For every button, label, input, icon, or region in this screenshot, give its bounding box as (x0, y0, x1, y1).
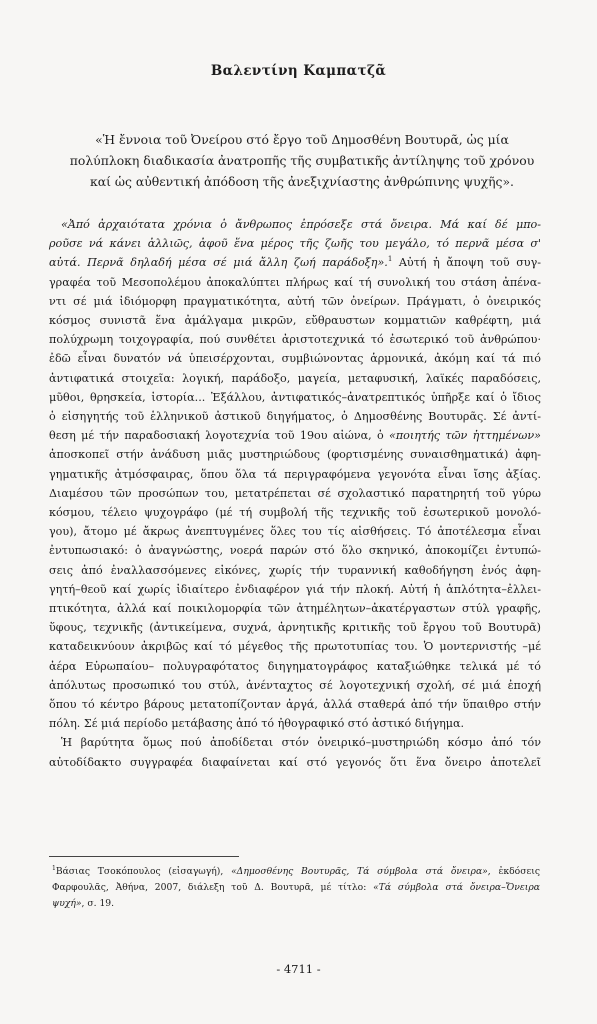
footnote-number: 1 (52, 865, 56, 872)
body-line: σεις ἀπό ἐναλλασσόμενες εἰκόνες, χωρίς τήν τυραννική καθοδήγηση ἑνός ἀφη- (49, 563, 541, 577)
author-name: Βαλεντίνη Καμπατζᾶ (210, 63, 387, 79)
body-line (49, 253, 541, 272)
epigraph (62, 129, 542, 192)
body-line: γηματικῆς ἀτμόσφαιρας, ὅπου ὅλα τά περιγραφόμενα γεγονότα εἶναι ἴσης ἀξίας. (49, 467, 541, 481)
footnote-lecture-title-end: ψυχή» (52, 898, 82, 909)
body-line: ἀέρα Εὐρωπαίου– πολυγραφότατος διηγηματογράφος καταξιώθηκε τελικά μέ τό (49, 659, 541, 673)
body-line: ἐδῶ εἶναι δυνατόν νά ὑπεισέρχονται, συμβιώνοντας ἁρμονικά, ἀκόμη καί τά πιό (49, 352, 541, 366)
footnote-title: «Δημοσθένης Βουτυρᾶς, Τά σύμβολα στά ὄνειρα» (231, 866, 488, 877)
footnote-fragment: , σ. 19. (81, 898, 115, 909)
body-line: μῦθοι, θρησκεία, ἱστορία... Ἐξάλλου, ἀντιφατικός–ἀνατρεπτικός ὑπῆρξε καί ὁ ἴδιος (49, 390, 541, 404)
body-line: «Ἀπό ἀρχαιότατα χρόνια ὁ ἄνθρωπος ἐπρόσεξε στά ὄνειρα. Μά καί δέ μπο- (61, 218, 541, 231)
body-line: πτικότητα, ἀλλά καί ποικιλομορφία τῶν ἀτημέλητων–ἀκατέργαστων στύλ γραφῆς, (49, 602, 541, 616)
footnote-line (52, 896, 540, 912)
body-line: ἀπόλυτως προσωπικό του στύλ, ἀνένταχτος σέ λογοτεχνική σχολή, σέ μιά ἐποχή (49, 678, 541, 692)
body-line (49, 426, 541, 445)
body-fragment: Αὐτή ἡ ἄποψη τοῦ συγ- (392, 256, 541, 270)
body-line: γητή–θεοῦ καί χωρίς ἰδιαίτερο ἐνδιαφέρον γιά τήν πλοκή. Αὐτή ἡ ἁπλότητα–ἐλλει- (49, 582, 541, 596)
page-number: - 4711 - (276, 962, 321, 976)
body-text (49, 215, 541, 772)
epigraph-line: καί ὡς αὐθεντική ἀπόδοση τῆς ἀνεξιχνίαστης ἀνθρώπινης ψυχῆς». (90, 174, 514, 189)
body-line: ὕφους, τεχνικῆς (ἀντικείμενα, συχνά, ἀρνητικῆς κριτικῆς τοῦ ἔργου τοῦ Βουτυρᾶ) (49, 621, 541, 635)
body-line: ὁ εἰσηγητής τοῦ ἑλληνικοῦ ἀστικοῦ διηγήματος, ὁ Δημοσθένης Βουτυρᾶς. Σέ ἀντί- (49, 410, 541, 424)
body-line: Διαμέσου τῶν προσώπων του, μετατρέπεται σέ σχολαστικό παρατηρητή τοῦ γύρω (49, 486, 541, 500)
epigraph-line: «Ἡ ἔννοια τοῦ Ὀνείρου στό ἔργο τοῦ Δημοσθένη Βουτυρᾶ, ὡς μία (95, 132, 509, 147)
footnote-fragment: Φαρφουλᾶς, Ἀθήνα, 2007, διάλεξη τοῦ Δ. Βουτυρᾶ, μέ τίτλο: (52, 882, 374, 893)
footnote (52, 864, 540, 912)
footnote-fragment: Βάσιας Τσοκόπουλος (εἰσαγωγή), (55, 866, 232, 877)
body-line: ντι σέ μιά ἰδιόμορφη πραγματικότητα, αὐτή τῶν ὀνείρων. Πράγματι, ὁ ὀνειρικός (49, 294, 541, 308)
body-line: ἀποσκοπεῖ στήν ἀνάδυση μιᾶς μυστηριώδους (φορτισμένης συναισθηματικά) ἀφη- (49, 448, 541, 462)
footnote-line (52, 880, 540, 896)
body-line: πόλη. Σέ μιά περίοδο μετάβασης ἀπό τό ἠθογραφικό στό ἀστικό διήγημα. (49, 717, 465, 731)
body-line: ροῦσε νά κάνει ἀλλιῶς, ἀφοῦ ἕνα μέρος τῆς ζωῆς του μεγάλο, τό περνᾶ μέσα σ' (49, 237, 541, 251)
body-line: γου), ἄτομο μέ ἄκρως ἀνεπτυγμένες ὅλες του τίς αἰσθήσεις. Τό ἀποτέλεσμα εἶναι (49, 525, 541, 539)
body-line: κόσμος συνιστᾶ ἕνα ἀμάλγαμα μικρῶν, εὔθραυστων κομματιῶν καθρέφτη, μιά (49, 314, 541, 328)
body-fragment: θεση μέ τήν παραδοσιακή λογοτεχνία τοῦ 19ου αἰώνα, ὁ (49, 429, 390, 443)
body-line: ἀντιφατικά στοιχεῖα: λογική, παράδοξο, μαγεία, μεταφυσική, λαϊκές παραδόσεις, (49, 371, 541, 385)
quoted-phrase: «ποιητής τῶν ἡττημένων» (389, 429, 541, 443)
body-line: πολύχρωμη τοιχογραφία, πού συνθέτει ἀριστοτεχνικά τό ἐσωτερικό τοῦ ἀνθρώπου· (49, 333, 541, 347)
quote-end: αὐτά. Περνᾶ δηλαδή μέσα σέ μιά ἄλλη ζωή παράδοξη». (49, 256, 388, 270)
body-line: αὐτοδίδακτο συγγραφέα διαφαίνεται καί στό γεγονός ὅτι ἕνα ὄνειρο ἀποτελεῖ (49, 755, 541, 769)
body-line: ὅπου τό κέντρο βάρους μετατοπίζονταν ἀργά, ἀλλά σταθερά ἀπό τήν ὕπαιθρο στήν (49, 698, 541, 712)
body-line: κόσμου, τέλειο ψυχογράφο (μέ τή συμβολή τῆς τεχνικῆς τοῦ ἐσωτερικοῦ μονολό- (49, 506, 541, 520)
body-line: γραφέα τοῦ Μεσοπολέμου ἀποκαλύπτει πλήρως καί τή συνολική του στάση ἀπένα- (49, 275, 541, 289)
footnote-lecture-title: «Τά σύμβολα στά ὄνειρα–Ὄνειρα (373, 882, 541, 893)
footnote-line (52, 864, 540, 880)
footnote-fragment: , ἐκδόσεις (487, 866, 540, 877)
body-line: καταδεικνύουν ἀκριβῶς καί τό μέγεθος τῆς πρωτοτυπίας του. Ὁ μοντερνιστής –μέ (49, 640, 541, 654)
footnote-divider (49, 856, 239, 857)
epigraph-line: πολύπλοκη διαδικασία ἀνατροπῆς τῆς συμβατικῆς ἀντίληψης τοῦ χρόνου (69, 153, 535, 168)
body-line: ἐντυπωσιακό: ὁ ἀναγνώστης, νοερά παρών στό ὅλο σκηνικό, ἀποκομίζει ἐντυπώ- (49, 544, 541, 558)
body-line: Ἡ βαρύτητα ὅμως πού ἀποδίδεται στόν ὀνειρικό–μυστηριώδη κόσμο ἀπό τόν (61, 736, 541, 750)
footnote-marker: 1 (387, 255, 393, 264)
